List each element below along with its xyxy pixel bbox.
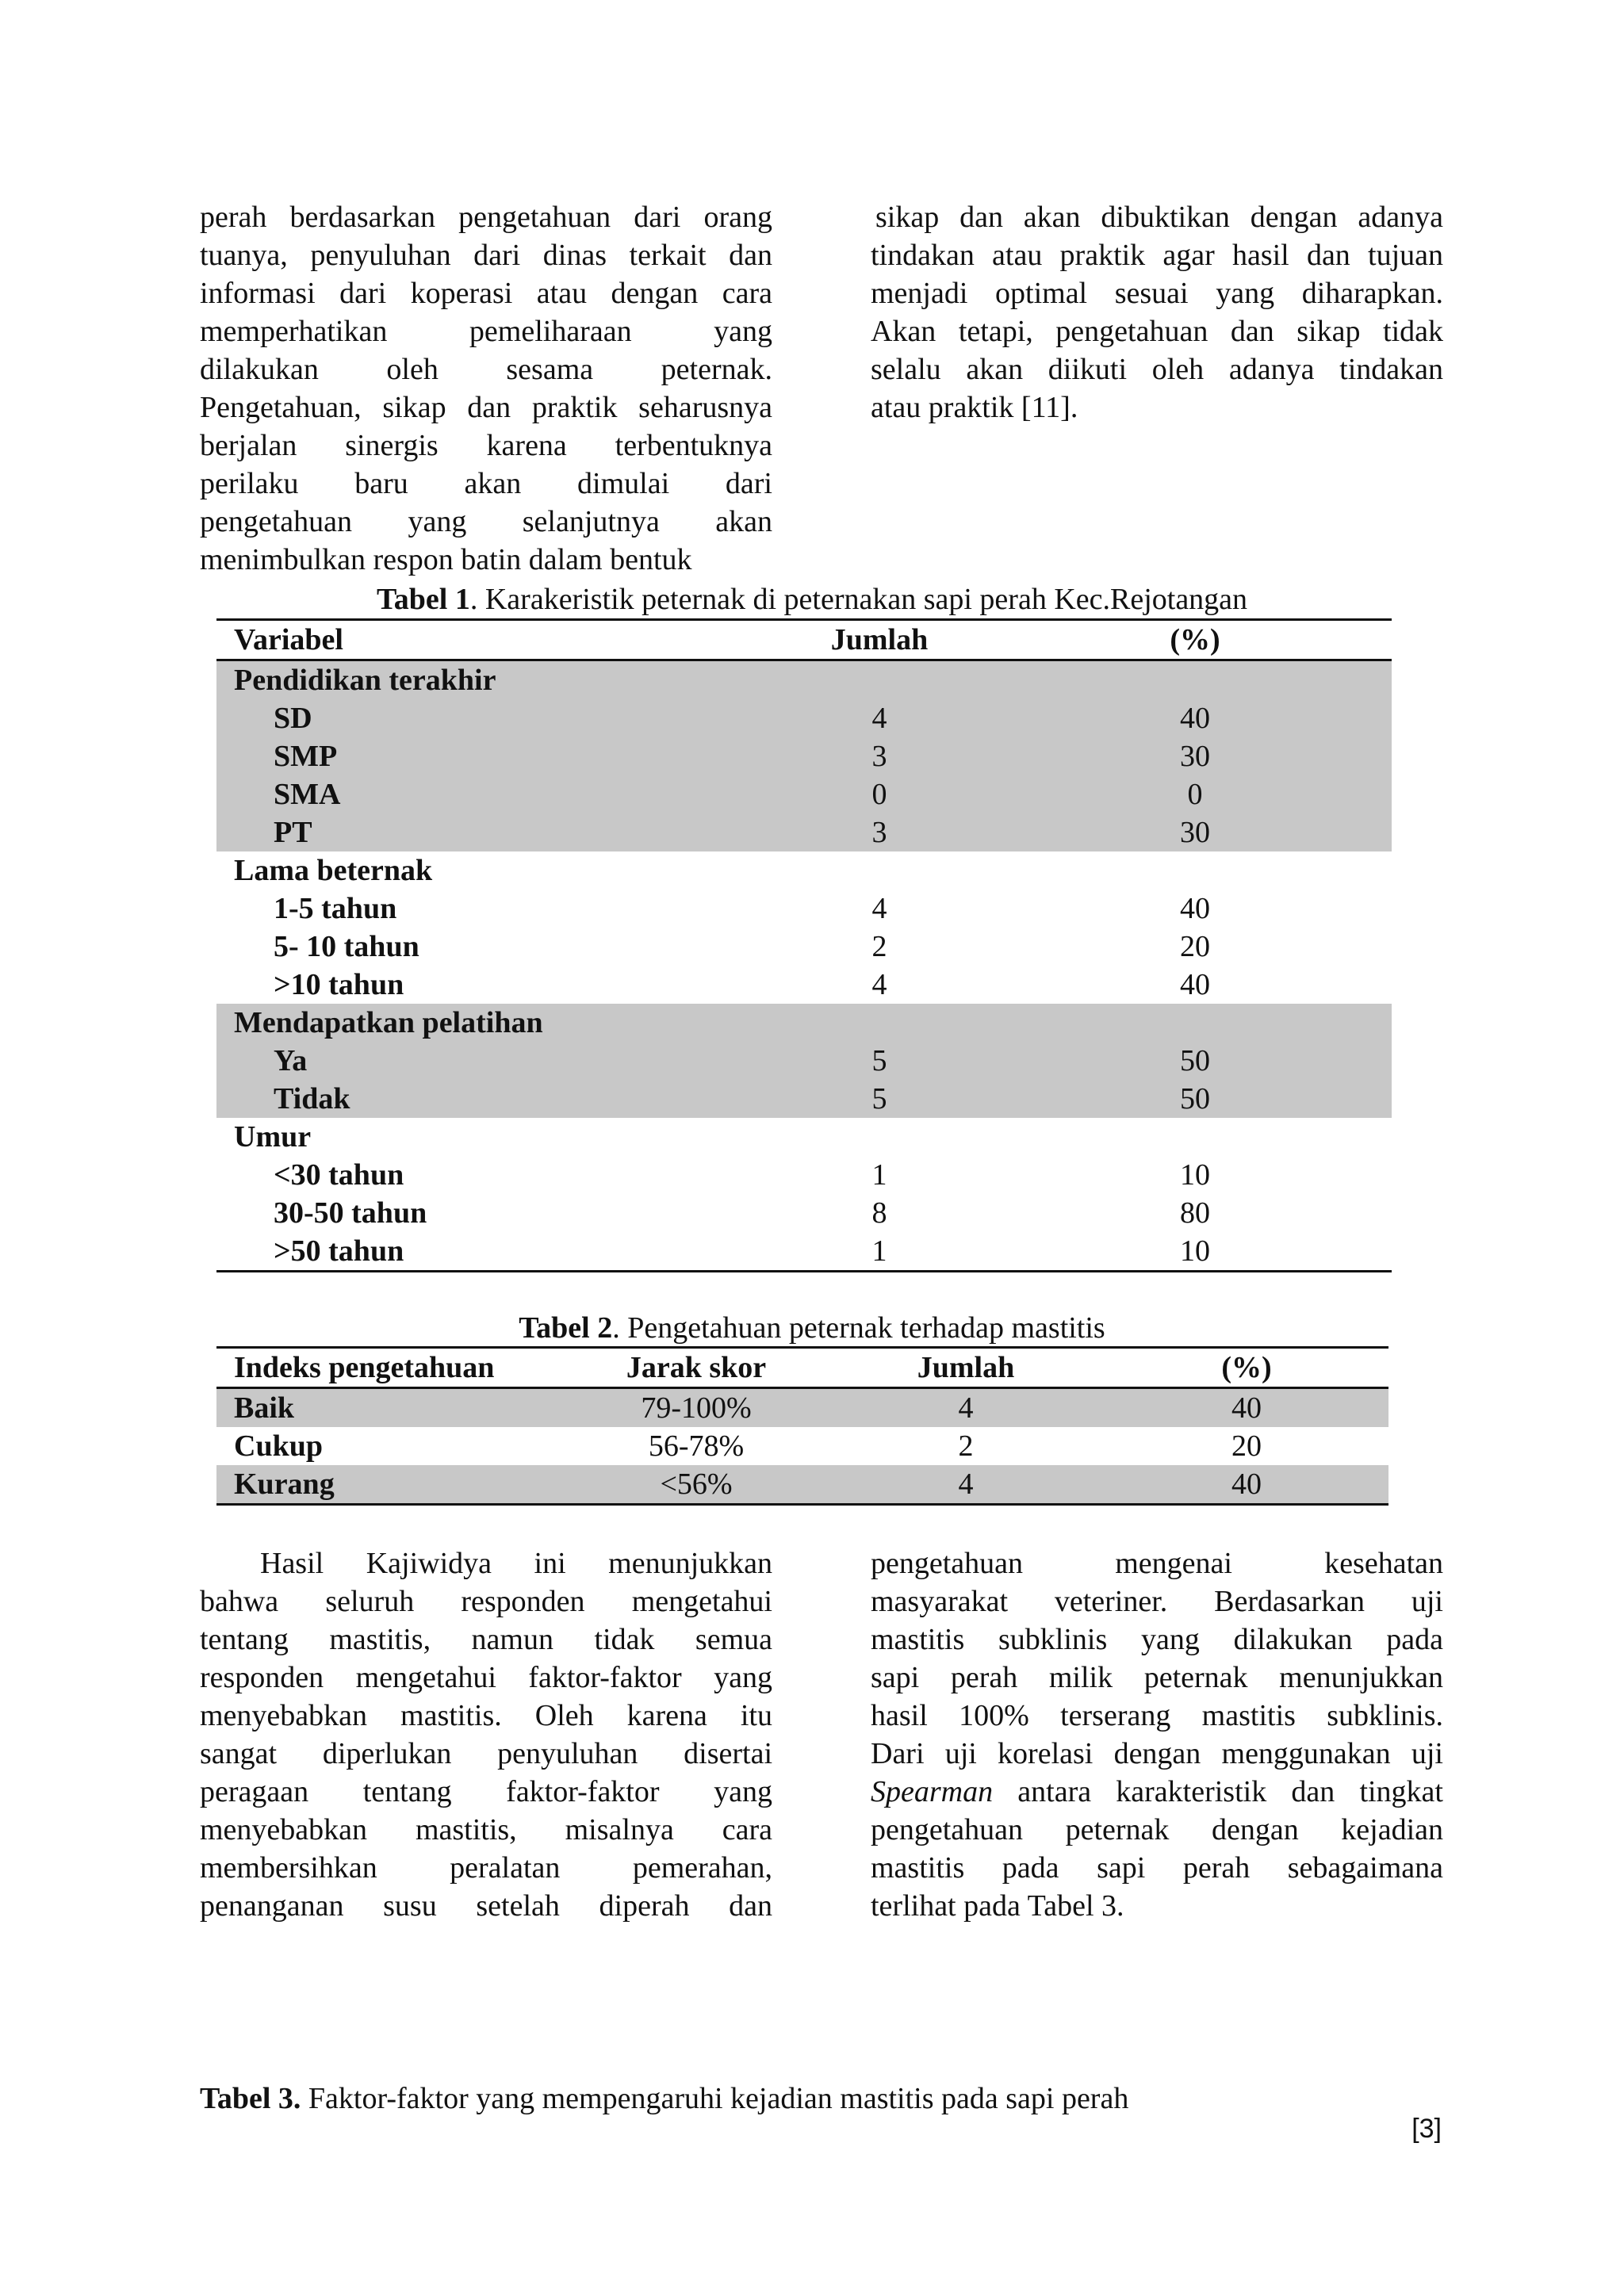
italic-term: Spearman <box>871 1775 994 1808</box>
table1 <box>216 618 1392 1272</box>
text-line: menyebabkan mastitis. Oleh karena itu <box>200 1699 772 1732</box>
table2-header-jarak: Jarak skor <box>565 1348 827 1388</box>
row-percent: 40 <box>998 699 1392 737</box>
table-row <box>216 737 1392 775</box>
row-percent: 40 <box>1105 1388 1388 1428</box>
text-line: Dari uji korelasi dengan menggunakan uji <box>871 1737 1443 1770</box>
row-label: Kurang <box>216 1465 565 1505</box>
table2-caption-label: Tabel 2 <box>519 1311 613 1345</box>
text-line: Hasil Kajiwidya ini menunjukkan <box>260 1547 772 1580</box>
row-label: SMA <box>216 775 760 813</box>
row-jumlah: 0 <box>760 775 998 813</box>
row-label: 1-5 tahun <box>274 892 397 925</box>
text-line: mastitis pada sapi perah sebagaimana <box>871 1851 1443 1885</box>
row-percent: 50 <box>998 1080 1392 1118</box>
row-percent: 40 <box>1105 1465 1388 1505</box>
table-row <box>216 1232 1392 1272</box>
text-line: tuanya, penyuluhan dari dinas terkait dan <box>200 239 772 272</box>
row-label: Ya <box>216 1042 760 1080</box>
table-row <box>216 775 1392 813</box>
text-fragment: antara karakteristik dan tingkat <box>993 1775 1443 1808</box>
row-jumlah: 4 <box>871 892 887 925</box>
body-right-column <box>871 1544 1443 1925</box>
row-percent: 50 <box>998 1042 1392 1080</box>
text-line: selalu akan diikuti oleh adanya tindakan <box>871 353 1443 386</box>
row-percent: 30 <box>998 737 1392 775</box>
row-jumlah: 1 <box>871 1234 887 1268</box>
row-jumlah: 8 <box>871 1196 887 1230</box>
table-group-row <box>216 660 1392 700</box>
text-line: menyebabkan mastitis, misalnya cara <box>200 1813 772 1846</box>
text-line: sangat diperlukan penyuluhan disertai <box>200 1737 772 1770</box>
table-row <box>216 1427 1388 1465</box>
row-jumlah: 1 <box>871 1158 887 1192</box>
group-label: Pendidikan terakhir <box>216 660 1392 700</box>
group-label: Mendapatkan pelatihan <box>216 1004 1392 1042</box>
table2 <box>216 1346 1388 1506</box>
row-score: <56% <box>565 1465 827 1505</box>
row-label: 30-50 tahun <box>274 1196 427 1230</box>
row-percent: 20 <box>1231 1429 1262 1463</box>
text-line: pengetahuan mengenai kesehatan <box>871 1547 1443 1580</box>
table-row <box>216 928 1392 966</box>
table3-caption-text: Faktor-faktor yang mempengaruhi kejadian mastitis pada sapi perah <box>301 2082 1129 2115</box>
table-row <box>216 1194 1392 1232</box>
row-percent: 30 <box>998 813 1392 851</box>
row-percent: 40 <box>1180 892 1210 925</box>
text-line: tindakan atau praktik agar hasil dan tujuan <box>871 239 1443 272</box>
table-row <box>216 1042 1392 1080</box>
table-row <box>216 1156 1392 1194</box>
text-line: Pengetahuan, sikap dan praktik seharusnya <box>200 391 772 424</box>
row-score: 56-78% <box>648 1429 745 1463</box>
text-line: memperhatikan pemeliharaan yang <box>200 315 772 348</box>
row-jumlah: 5 <box>760 1080 998 1118</box>
table2-header-percent: (%) <box>1105 1348 1388 1388</box>
table-group-row <box>216 1118 1392 1156</box>
table2-header-row <box>216 1348 1388 1388</box>
text-line: menimbulkan respon batin dalam bentuk <box>200 543 692 576</box>
row-jumlah: 3 <box>760 737 998 775</box>
row-percent: 40 <box>1180 968 1210 1001</box>
row-jumlah: 4 <box>760 699 998 737</box>
table-row <box>216 813 1392 851</box>
intro-right-column <box>871 198 1443 427</box>
row-jumlah: 2 <box>958 1429 974 1463</box>
table-row <box>216 890 1392 928</box>
row-jumlah: 4 <box>827 1388 1105 1428</box>
table-row <box>216 1388 1388 1428</box>
text-line: perah berdasarkan pengetahuan dari orang <box>200 201 772 234</box>
text-line: terlihat pada Tabel 3. <box>871 1889 1124 1923</box>
table2-header-jumlah: Jumlah <box>827 1348 1105 1388</box>
row-label: <30 tahun <box>274 1158 404 1192</box>
row-label: 5- 10 tahun <box>274 930 419 963</box>
row-label: SMP <box>216 737 760 775</box>
row-jumlah: 4 <box>871 968 887 1001</box>
row-jumlah: 2 <box>871 930 887 963</box>
table1-header-variabel: Variabel <box>216 620 760 660</box>
row-label: >50 tahun <box>274 1234 404 1268</box>
table2-header-indeks: Indeks pengetahuan <box>216 1348 565 1388</box>
row-label: SD <box>216 699 760 737</box>
row-jumlah: 4 <box>827 1465 1105 1505</box>
text-line: sapi perah milik peternak menunjukkan <box>871 1661 1443 1694</box>
text-line: masyarakat veteriner. Berdasarkan uji <box>871 1585 1443 1618</box>
row-percent: 10 <box>1180 1234 1210 1268</box>
text-line: pengetahuan yang selanjutnya akan <box>200 505 772 538</box>
table-group-row <box>216 1004 1392 1042</box>
row-percent: 10 <box>1180 1158 1210 1192</box>
text-line: hasil 100% terserang mastitis subklinis. <box>871 1699 1443 1732</box>
table3-caption-label: Tabel 3. <box>200 2082 301 2115</box>
table1-header-jumlah: Jumlah <box>760 620 998 660</box>
text-line: bahwa seluruh responden mengetahui <box>200 1585 772 1618</box>
row-label: Baik <box>216 1388 565 1428</box>
text-line: perilaku baru akan dimulai dari <box>200 467 772 500</box>
table-row <box>216 699 1392 737</box>
text-line: tentang mastitis, namun tidak semua <box>200 1623 772 1656</box>
text-line: sikap dan akan dibuktikan dengan adanya <box>875 201 1443 234</box>
row-label: Tidak <box>216 1080 760 1118</box>
text-line <box>871 1773 1443 1811</box>
table1-header-row <box>216 620 1392 660</box>
table3-caption <box>200 2080 1128 2117</box>
table-row <box>216 1080 1392 1118</box>
intro-left-column <box>200 198 772 579</box>
row-jumlah: 3 <box>760 813 998 851</box>
text-line: atau praktik [11]. <box>871 391 1078 424</box>
table2-caption <box>0 1310 1624 1346</box>
group-label: Lama beternak <box>234 854 433 887</box>
table-row <box>216 1465 1388 1505</box>
text-line: responden mengetahui faktor-faktor yang <box>200 1661 772 1694</box>
table1-caption <box>0 581 1624 618</box>
table2-caption-text: . Pengetahuan peternak terhadap mastitis <box>612 1311 1105 1345</box>
text-line: mastitis subklinis yang dilakukan pada <box>871 1623 1443 1656</box>
table-group-row <box>216 851 1392 890</box>
row-label: PT <box>216 813 760 851</box>
text-line: membersihkan peralatan pemerahan, <box>200 1851 772 1885</box>
text-line: pengetahuan peternak dengan kejadian <box>871 1813 1443 1846</box>
text-line: Akan tetapi, pengetahuan dan sikap tidak <box>871 315 1443 348</box>
text-line: penanganan susu setelah diperah dan <box>200 1889 772 1923</box>
text-line: dilakukan oleh sesama peternak. <box>200 353 772 386</box>
text-line: menjadi optimal sesuai yang diharapkan. <box>871 277 1443 310</box>
body-left-column <box>200 1544 772 1925</box>
row-jumlah: 5 <box>760 1042 998 1080</box>
group-label: Umur <box>234 1120 312 1154</box>
row-score: 79-100% <box>565 1388 827 1428</box>
row-label: Cukup <box>234 1429 323 1463</box>
table1-caption-label: Tabel 1 <box>376 583 470 616</box>
page-number: [3] <box>1411 2114 1442 2144</box>
row-percent: 80 <box>1180 1196 1210 1230</box>
text-line: berjalan sinergis karena terbentuknya <box>200 429 772 462</box>
row-label: >10 tahun <box>274 968 404 1001</box>
table-row <box>216 966 1392 1004</box>
table1-caption-text: . Karakeristik peternak di peternakan sapi perah Kec.Rejotangan <box>469 583 1248 616</box>
text-line: informasi dari koperasi atau dengan cara <box>200 277 772 310</box>
row-percent: 0 <box>998 775 1392 813</box>
text-line: peragaan tentang faktor-faktor yang <box>200 1775 772 1808</box>
row-percent: 20 <box>1180 930 1210 963</box>
table1-header-percent: (%) <box>998 620 1392 660</box>
